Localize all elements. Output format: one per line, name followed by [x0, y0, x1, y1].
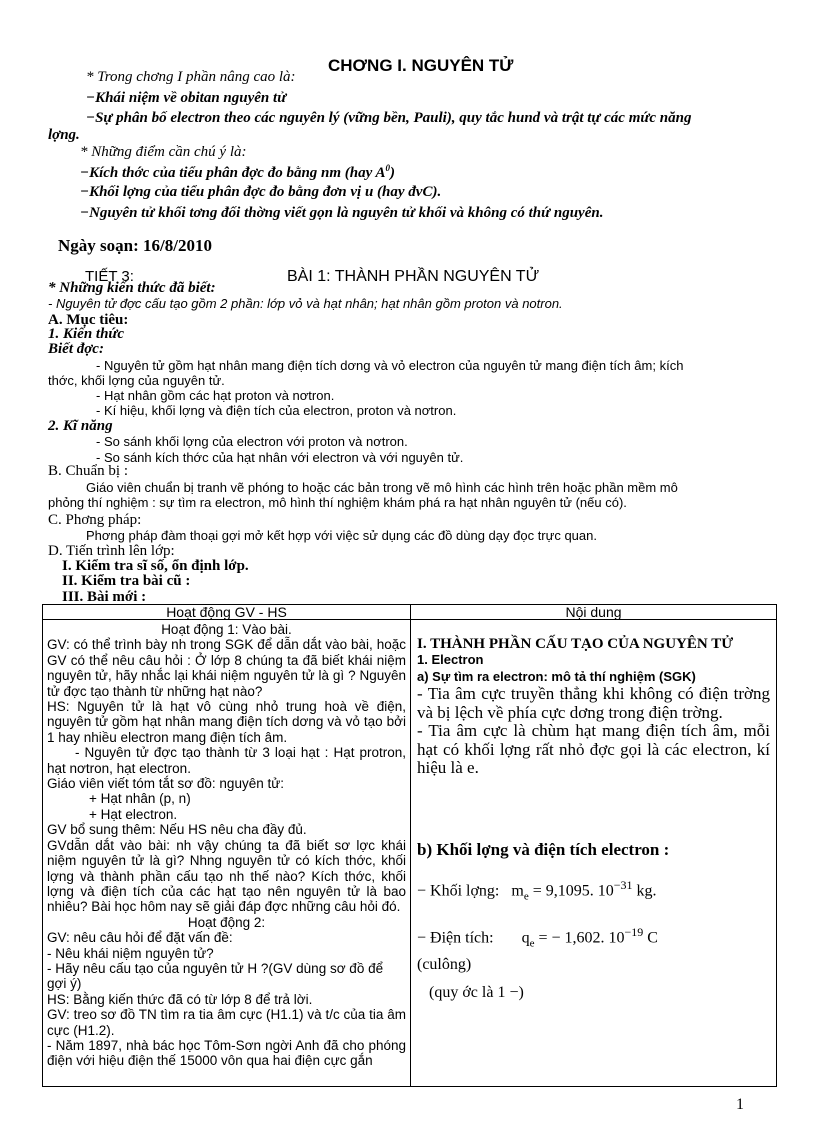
know-item-2: - Hạt nhân gồm các hạt proton và nơtron.	[96, 388, 335, 403]
preparation-line-2: phỏng thí nghiệm : sự tìm ra electron, mô hình thí nghiệm khám phá ra hạt nhân nguyên tử (nếu có).	[48, 495, 627, 510]
advanced-heading: * Trong chơng I phần nâng cao là:	[86, 69, 296, 85]
objectives-heading: A. Mục tiêu:	[48, 312, 129, 328]
lesson-title: BÀI 1: THÀNH PHẦN NGUYÊN TỬ	[287, 268, 540, 285]
activity-paragraph: GV bổ sung thêm: Nếu HS nêu cha đầy đủ.	[47, 822, 307, 838]
mass-value: = 9,1095. 10	[532, 881, 614, 899]
lesson-period: TIẾT 3:	[85, 268, 134, 285]
charge-unit: C	[647, 929, 658, 947]
angstrom-superscript: 0	[385, 163, 391, 173]
charge-subscript: e	[529, 937, 535, 950]
mass-symbol: m	[511, 881, 524, 899]
advanced-item-obitan: −Khái niệm về obitan nguyên tử	[86, 90, 287, 106]
activity-paragraph: - Hãy nêu cấu tạo của nguyên tử H ?(GV dùng sơ đồ để gợi ý)	[47, 960, 384, 992]
method-heading: C. Phơng pháp:	[48, 512, 142, 528]
mass-line	[417, 874, 770, 908]
notes-heading: * Những điểm cần chú ý là:	[80, 144, 247, 160]
content-section-1-title: I. THÀNH PHẦN CẤU TẠO CỦA NGUYÊN TỬ	[417, 636, 734, 652]
activity-1-title: Hoạt động 1: Vào bài.	[161, 622, 292, 637]
activity-paragraph: GV: có thể trình bày nh trong SGK để dẫn dắt vào bài, hoặc GV có thể nêu câu hỏi : Ở lớp 8 chúng ta đã biết khái niệm nguyên tử, hãy nhắc lại khái niệm nguyên tử là gì ? Nguyên tử đợc tạo thành từ những hạt nào?	[47, 637, 406, 699]
content-cell	[411, 620, 777, 1087]
activity-paragraph: HS: Nguyên tử là hạt vô cùng nhỏ trung hoà về điện, nguyên tử gồm hạt nhân mang điện tích dơng và vỏ tạo bởi 1 hay nhiều electron mang điện tích âm.	[47, 699, 406, 745]
known-text: - Nguyên tử đợc cấu tạo gồm 2 phần: lớp vỏ và hạt nhân; hạt nhân gồm proton và notron.	[48, 296, 563, 311]
activity-paragraph: + Hạt electron.	[89, 806, 178, 822]
know-item-1-cont: thớc, khối lợng của nguyên tử.	[48, 373, 225, 388]
mass-subscript: e	[523, 890, 529, 903]
table-header-row	[43, 605, 777, 620]
preparation-line-1: Giáo viên chuẩn bị tranh vẽ phóng to hoặc các bản trong vẽ mô hình các hình trên hoặc phần mềm mô	[86, 480, 678, 495]
content-subsection-electron: 1. Electron	[417, 652, 484, 667]
col-header-activities: Hoạt động GV - HS	[43, 605, 411, 620]
activity-paragraph: GV: nêu câu hỏi để đặt vấn đề:	[47, 930, 233, 946]
advanced-item-continuation: lợng.	[48, 127, 80, 143]
charge-exponent: −19	[624, 925, 644, 940]
activity-paragraph: - Nêu khái niệm nguyên tử?	[47, 945, 214, 961]
charge-line	[417, 921, 770, 955]
content-a-paragraph-1: - Tia âm cực truyền thẳng khi không có điện trờng và bị lệch về phía cực dơng trong điện trờng.	[417, 684, 770, 722]
notes-item-mass: −Khối lợng của tiểu phân đợc đo bằng đơn vị u (hay đvC).	[80, 184, 442, 200]
activity-table	[42, 604, 777, 1087]
page-number: 1	[736, 1096, 744, 1113]
know-item-3: - Kí hiệu, khối lợng và điện tích của electron, proton và nơtron.	[96, 403, 457, 418]
know-heading: Biết đợc:	[48, 341, 104, 357]
notes-item-atomic-mass: −Nguyên tử khối tơng đối thờng viết gọn là nguyên tử khối và không có thứ nguyên.	[80, 205, 604, 221]
method-text: Phơng pháp đàm thoại gợi mở kết hợp với việc sử dụng các đồ dùng dạy đọc trực quan.	[86, 528, 597, 543]
chapter-title: CHƠNG I. NGUYÊN TỬ	[328, 56, 514, 75]
know-item-1: - Nguyên tử gồm hạt nhân mang điện tích dơng và vỏ electron của nguyên tử mang điện tích âm; kích	[96, 358, 684, 373]
content-a-paragraph-2: - Tia âm cực là chùm hạt mang điện tích âm, mỗi hạt có khối lợng rất nhỏ đợc gọi là các electron, kí hiệu là e.	[417, 721, 770, 777]
date-line: Ngày soạn: 16/8/2010	[58, 236, 212, 255]
activity-paragraph: GVdẫn dắt vào bài: nh vậy chúng ta đã biết sơ lợc khái niệm nguyên tử là gì? Nhng nguyên tử có kích thớc, khối lợng và thành phần cấu tạo nh thế nào? Kích thớc, khối lợng và điện tích của các hạt tạo nên nguyên tử là bao nhiêu? Bài học hôm nay sẽ giải đáp đợc những câu hỏi đó.	[47, 837, 406, 915]
charge-unit-name: (culông)	[417, 955, 472, 973]
notes-item-size-close: )	[390, 165, 396, 181]
procedure-step-2: II. Kiểm tra bài cũ :	[62, 573, 191, 589]
skills-item-2: - So sánh kích thớc của hạt nhân với electron và với nguyên tử.	[96, 450, 464, 465]
mass-label: − Khối lợng:	[417, 881, 500, 899]
preparation-heading: B. Chuẩn bị :	[48, 463, 129, 479]
activity-paragraph: Giáo viên viết tóm tắt sơ đồ: nguyên tử:	[47, 776, 285, 792]
activity-2-title: Hoạt động 2:	[187, 914, 266, 930]
activity-paragraph: - Năm 1897, nhà bác học Tôm-Sơn ngời Anh đã cho phóng điện với hiệu điện thế 15000 vôn qua hai điện cực gắn	[47, 1037, 406, 1069]
activity-paragraph: HS: Bằng kiến thức đã có từ lớp 8 để trả lời.	[47, 991, 313, 1007]
procedure-step-1: I. Kiểm tra sĩ số, ổn định lớp.	[62, 558, 249, 574]
activity-paragraph: GV: treo sơ đồ TN tìm ra tia âm cực (H1.1) và t/c của tia âm cực (H1.2).	[47, 1007, 406, 1038]
content-a-title: a) Sự tìm ra electron: mô tả thí nghiệm (SGK)	[417, 669, 696, 684]
charge-value: = − 1,602. 10	[538, 929, 625, 947]
table-row	[43, 620, 777, 1087]
charge-convention: (quy ớc là 1 −)	[429, 983, 524, 1001]
activity-paragraph: + Hạt nhân (p, n)	[89, 791, 191, 807]
col-header-content: Nội dung	[411, 605, 777, 620]
notes-item-size	[80, 163, 395, 182]
notes-item-size-text: −Kích thớc của tiểu phân đợc đo bằng nm (hay A	[80, 165, 386, 181]
procedure-heading: D. Tiến trình lên lớp:	[48, 543, 175, 559]
advanced-item-electron-distribution: −Sự phân bố electron theo các nguyên lý (vững bền, Pauli), quy tắc hund và trật tự các mức năng	[86, 110, 692, 126]
activities-cell	[43, 620, 411, 1087]
skills-item-1: - So sánh khối lợng của electron với proton và nơtron.	[96, 434, 408, 449]
skills-heading: 2. Kĩ năng	[48, 418, 113, 434]
content-b-title: b) Khối lợng và điện tích electron :	[417, 839, 670, 859]
mass-exponent: −31	[613, 877, 633, 892]
procedure-step-3: III. Bài mới :	[62, 589, 147, 605]
charge-label: − Điện tích:	[417, 929, 494, 947]
charge-symbol: q	[521, 929, 530, 947]
mass-unit: kg.	[636, 881, 657, 899]
known-heading: * Những kiến thức đã biết:	[48, 280, 216, 296]
knowledge-heading: 1. Kiến thức	[48, 326, 125, 342]
activity-paragraph: - Nguyên tử đợc tạo thành từ 3 loại hạt : Hạt protron, hạt nơtron, hạt electron.	[47, 745, 406, 776]
